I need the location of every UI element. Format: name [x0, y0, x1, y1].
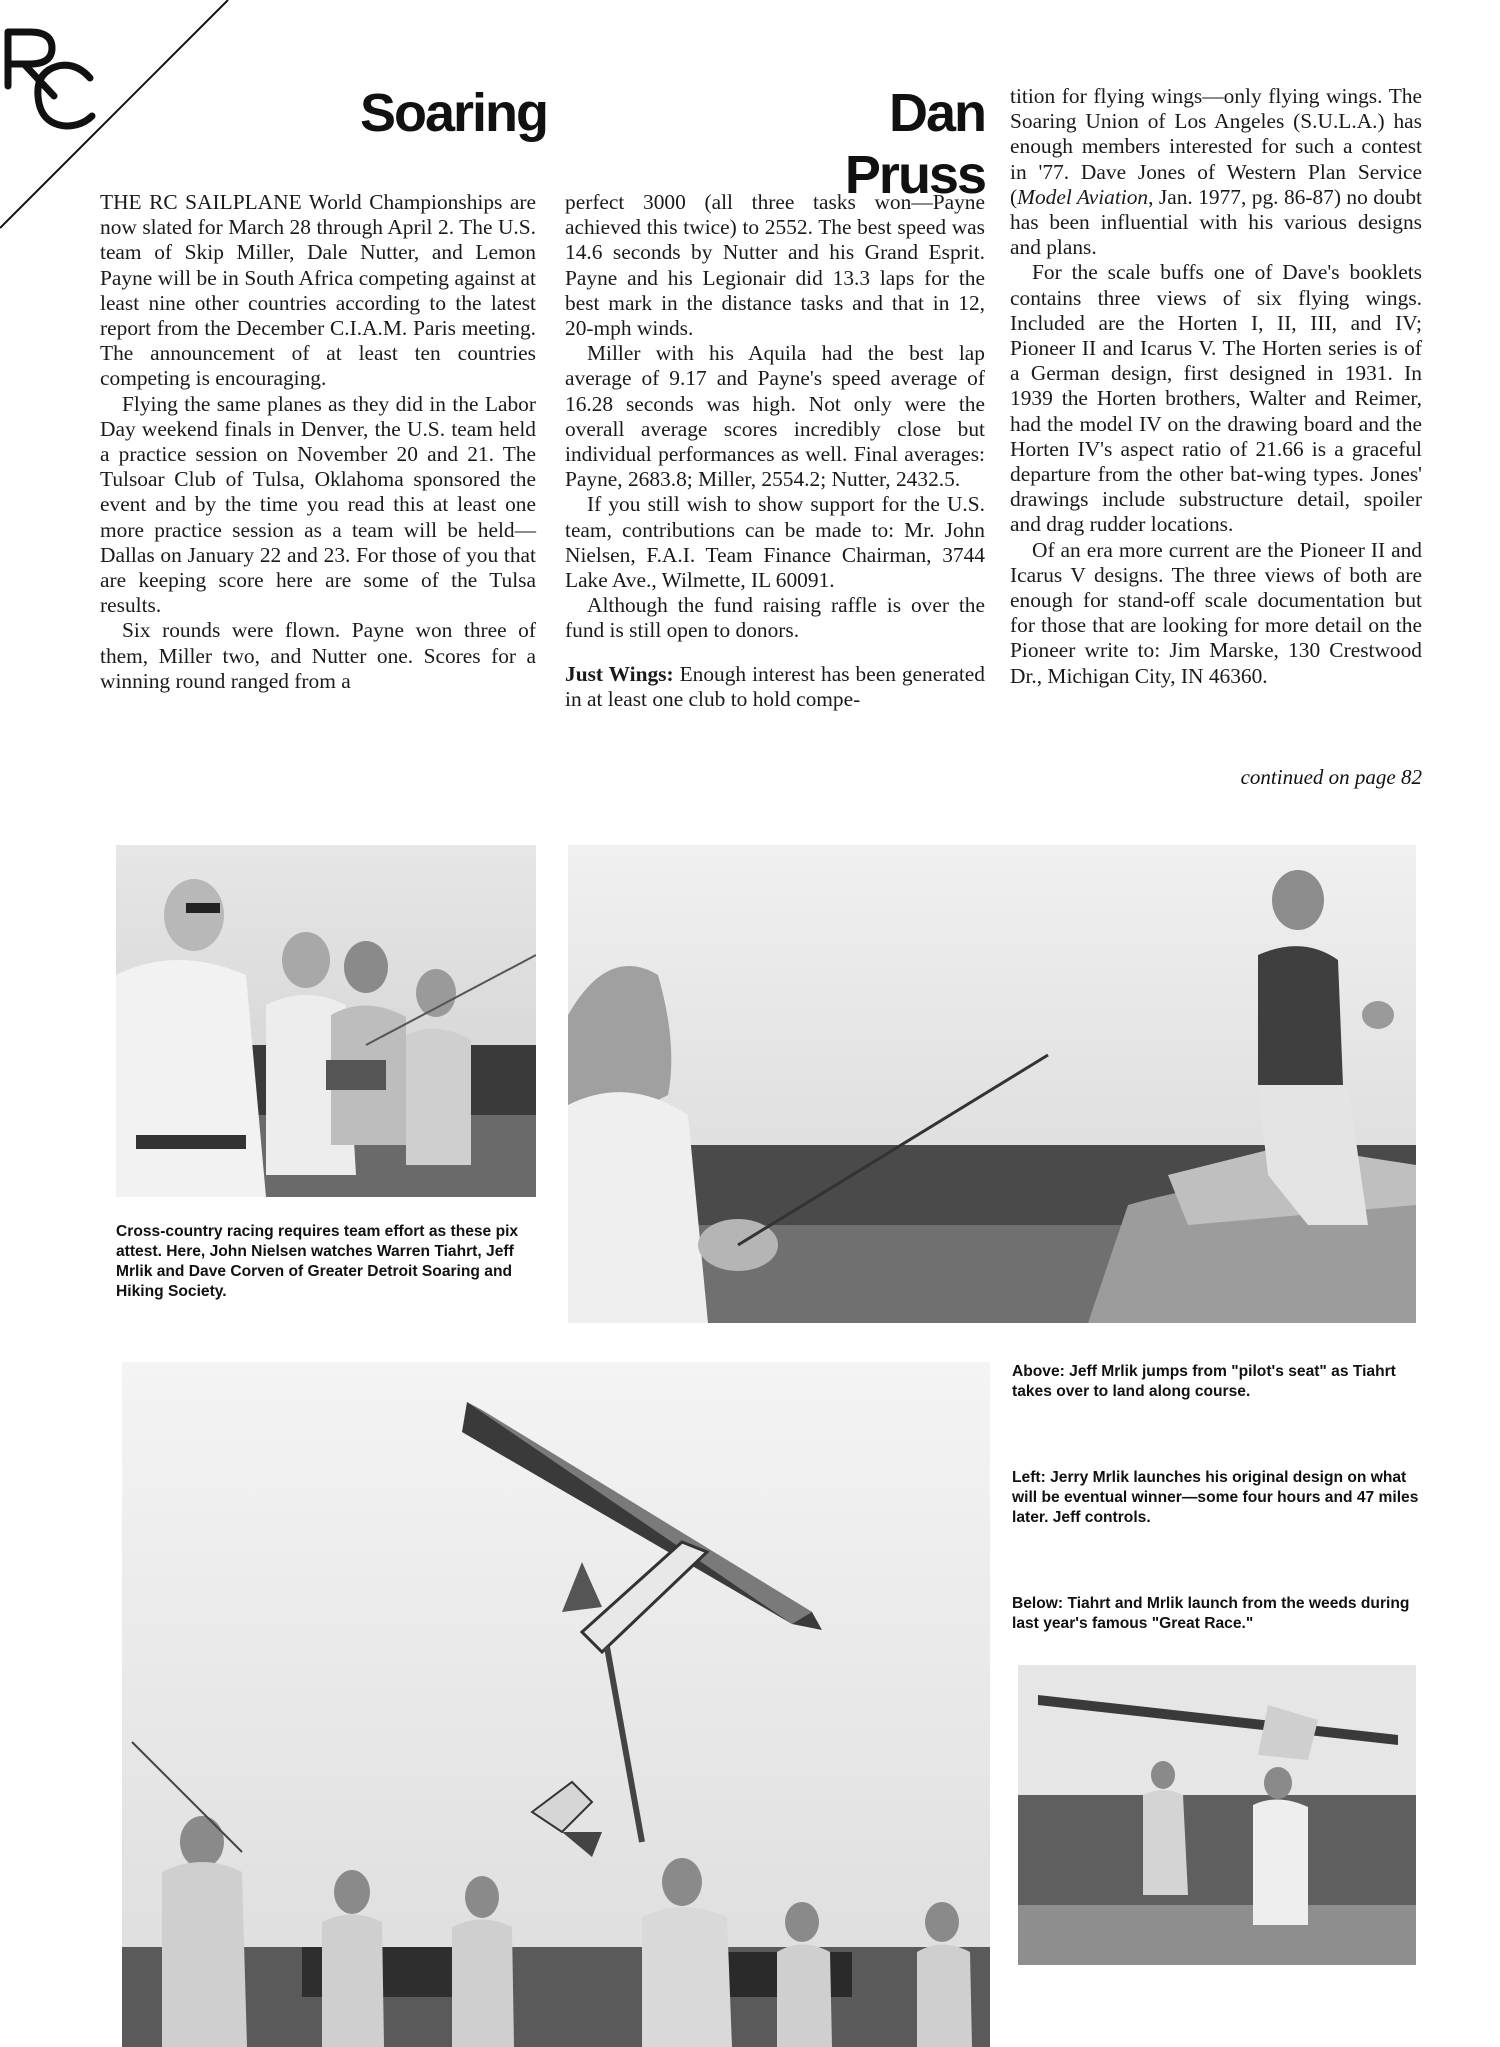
paragraph: [565, 662, 985, 712]
photo-weeds-launch: [1018, 1665, 1416, 1965]
paragraph: THE RC SAILPLANE World Championships are now slated for March 28 through April 2. The U.S. team of Skip Miller, Dale Nutter, and Lemon Payne will be in South Africa competing against at least nine other countries according to the latest report from the December C.I.A.M. Paris meeting. The announcement of at least ten countries competing is encouraging.: [100, 190, 536, 391]
author-name: Dan Pruss: [844, 83, 985, 205]
paragraph: Flying the same planes as they did in the Labor Day weekend finals in Denver, the U.S. team held a practice session on November 20 and 21. The Tulsoar Club of Tulsa, Oklahoma sponsored the event and by the time you read this at least one more practice session as a team will be held—Dallas on January 22 and 23. For those of you that are keeping score here are some of the Tulsa results.: [100, 391, 536, 618]
article-column-3: [1010, 84, 1422, 689]
paragraph: [1010, 84, 1422, 260]
photo-team-watching: [116, 845, 536, 1197]
photo-caption: Left: Jerry Mrlik launches his original design on what will be eventual winner—some four hours and 47 miles later. Jeff controls.: [1012, 1469, 1419, 1526]
paragraph: Miller with his Aquila had the best lap average of 9.17 and Payne's speed average of 16.28 seconds was high. Not only were the overall average scores incredibly close but individual performances as well. Final averages: Payne, 2683.8; Miller, 2554.2; Nutter, 2432.5.: [565, 341, 985, 492]
paragraph: If you still wish to show support for the U.S. team, contributions can be made to: Mr. John Nielsen, F.A.I. Team Finance Chairman, 3744 Lake Ave., Wilmette, IL 60091.: [565, 492, 985, 593]
logo-letter-c: [38, 65, 92, 126]
paragraph-text: tition for flying wings—only flying wings. The Soaring Union of Los Angeles (S.U.L.A.) has enough members interested for such a contest in '77. Dave Jones of Western Plan Service (: [1010, 84, 1422, 209]
paragraph: Six rounds were flown. Payne won three of them, Miller two, and Nutter one. Scores for a winning round ranged from a: [100, 618, 536, 693]
logo-letter-r: [8, 32, 54, 96]
photo-caption: Below: Tiahrt and Mrlik launch from the weeds during last year's famous "Great Race.": [1012, 1595, 1410, 1632]
photo-pilot-seat-jump: [568, 845, 1416, 1323]
photo-caption: Above: Jeff Mrlik jumps from "pilot's seat" as Tiahrt takes over to land along course.: [1012, 1363, 1396, 1400]
article-column-1: [100, 190, 536, 694]
section-title: Soaring: [360, 83, 548, 143]
paragraph: perfect 3000 (all three tasks won—Payne achieved this twice) to 2552. The best speed was 14.6 seconds by Nutter and his Grand Esprit. Payne and his Legionair did 13.3 laps for the best mark in the distance tasks and that in 12, 20-mph winds.: [565, 190, 985, 341]
publication-title: Model Aviation: [1017, 184, 1149, 209]
continued-note: continued on page 82: [1240, 765, 1422, 789]
paragraph: For the scale buffs one of Dave's booklets contains three views of six flying wings. Included are the Horten I, II, III, and IV; Pioneer II and Icarus V. The Horten series is of a German design, first designed in 1931. In 1939 the Horten brothers, Walter and Reimer, had the model IV on the drawing board and the Horten IV's aspect ratio of 21.66 is a graceful departure from the other bat-wing types. Jones' drawings include substructure detail, spoiler and drag rudder locations.: [1010, 260, 1422, 537]
paragraph-text: Enough interest has been generated in at least one club to hold compe-: [565, 661, 985, 711]
paragraph: Although the fund raising raffle is over the fund is still open to donors.: [565, 593, 985, 643]
subhead-just-wings: Just Wings:: [565, 661, 674, 686]
paragraph: Of an era more current are the Pioneer II and Icarus V designs. The three views of both are enough for stand-off scale documentation but for those that are looking for more detail on the Pioneer write to: Jim Marske, 130 Crestwood Dr., Michigan City, IN 46360.: [1010, 537, 1422, 688]
photo-caption: Cross-country racing requires team effort as these pix attest. Here, John Nielsen watches Warren Tiahrt, Jeff Mrlik and Dave Corven of Greater Detroit Soaring and Hiking Society.: [116, 1223, 519, 1300]
paragraph-text: , Jan. 1977, pg. 86-87) no doubt has been influential with his various designs and plans.: [1010, 184, 1422, 260]
article-column-2: [565, 190, 985, 712]
photo-glider-launch: [122, 1362, 990, 2047]
